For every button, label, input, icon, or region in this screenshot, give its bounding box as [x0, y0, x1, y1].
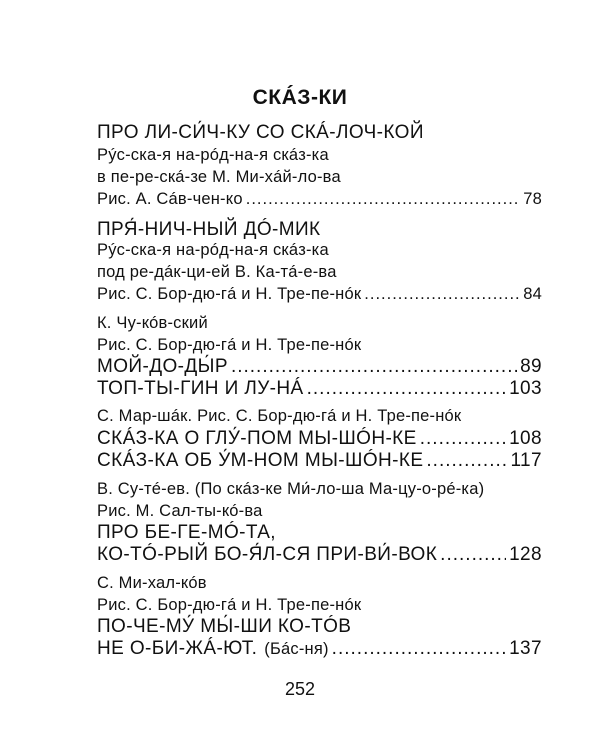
toc-row[interactable] [97, 638, 542, 660]
story-title: МОЙ-ДО-ДЫ́Р [97, 356, 228, 377]
page-number: 89 [520, 356, 542, 377]
toc-row[interactable] [97, 378, 542, 400]
page-number: 103 [509, 378, 542, 399]
dot-leader [231, 356, 517, 378]
page-number: 117 [510, 450, 542, 471]
entry-author: С. Ми-хал-кóв [97, 574, 207, 592]
page-number: 108 [509, 428, 542, 449]
story-title: НЕ О-БИ-ЖÁ-ЮТ. [97, 638, 258, 659]
entry-editor: под ре-дáк-ци-ей В. Ка-тá-е-ва [97, 263, 337, 281]
genre-note: (Бáс-ня) [264, 640, 329, 658]
dot-leader [364, 285, 520, 304]
entry-author: В. Су-тé-ев. (По скáз-ке Ми́-ло-ша Ма-цу-о-рé-ка) [97, 480, 485, 498]
section-title: СКÁЗ-КИ [252, 86, 348, 109]
story-title: ТОП-ТЫ-ГИН И ЛУ-НÁ [97, 378, 304, 399]
entry-author: К. Чу-кóв-ский [97, 314, 208, 332]
story-title: СКÁЗ-КА ОБ У́М-НОМ МЫ-ШÓН-КЕ [97, 450, 424, 471]
entry-subtitle: Рýс-ска-я на-рóд-на-я скáз-ка [97, 146, 329, 164]
story-title: ПРО БЕ-ГЕ-МÓ-ТА, [97, 522, 276, 543]
story-title: КО-ТÓ-РЫЙ БО-Я́Л-СЯ ПРИ-ВИ́-ВОК [97, 544, 438, 565]
dot-leader [440, 544, 506, 566]
dot-leader [332, 638, 506, 660]
entry-illustrator: Рис. М. Сал-ты-кó-ва [97, 502, 263, 520]
story-title: ПРЯ́-НИЧ-НЫЙ ДÓ-МИК [97, 219, 321, 240]
toc-row[interactable] [97, 356, 542, 378]
dot-leader [426, 450, 507, 472]
illustrator: Рис. С. Бор-дю-гá и Н. Тре-пе-нóк [97, 285, 362, 303]
entry-heading [97, 522, 542, 544]
dot-leader [420, 428, 506, 450]
entry-heading [97, 616, 542, 638]
entry-heading [97, 219, 542, 241]
toc-row[interactable] [97, 544, 542, 566]
toc-row[interactable] [97, 428, 542, 450]
toc-row[interactable] [97, 285, 542, 304]
page-number: 84 [523, 285, 542, 303]
toc-row[interactable] [97, 190, 542, 209]
entry-heading [97, 122, 542, 144]
footer-page-number: 252 [284, 679, 316, 699]
dot-leader [246, 190, 521, 209]
entry-author: С. Мар-шáк. Рис. С. Бор-дю-гá и Н. Тре-пе-нóк [97, 407, 462, 425]
page-number: 137 [509, 638, 542, 659]
entry-illustrator: Рис. С. Бор-дю-гá и Н. Тре-пе-нóк [97, 336, 362, 354]
toc-row[interactable] [97, 450, 542, 472]
entry-retelling: в пе-ре-скá-зе М. Ми-хáй-ло-ва [97, 168, 341, 186]
story-title: ПО-ЧЕ-МУ́ МЫ́-ШИ КО-ТÓВ [97, 616, 352, 637]
story-title: ПРО ЛИ-СИ́Ч-КУ СО СКÁ-ЛОЧ-КОЙ [97, 122, 424, 143]
page-number: 128 [509, 544, 542, 565]
entry-subtitle: Рýс-ска-я на-рóд-на-я скáз-ка [97, 241, 329, 259]
story-title: СКÁЗ-КА О ГЛУ́-ПОМ МЫ-ШÓН-КЕ [97, 428, 417, 449]
dot-leader [307, 378, 506, 400]
page-number: 78 [523, 190, 542, 208]
illustrator: Рис. А. Сáв-чен-ко [97, 190, 243, 208]
entry-illustrator: Рис. С. Бор-дю-гá и Н. Тре-пе-нóк [97, 596, 362, 614]
